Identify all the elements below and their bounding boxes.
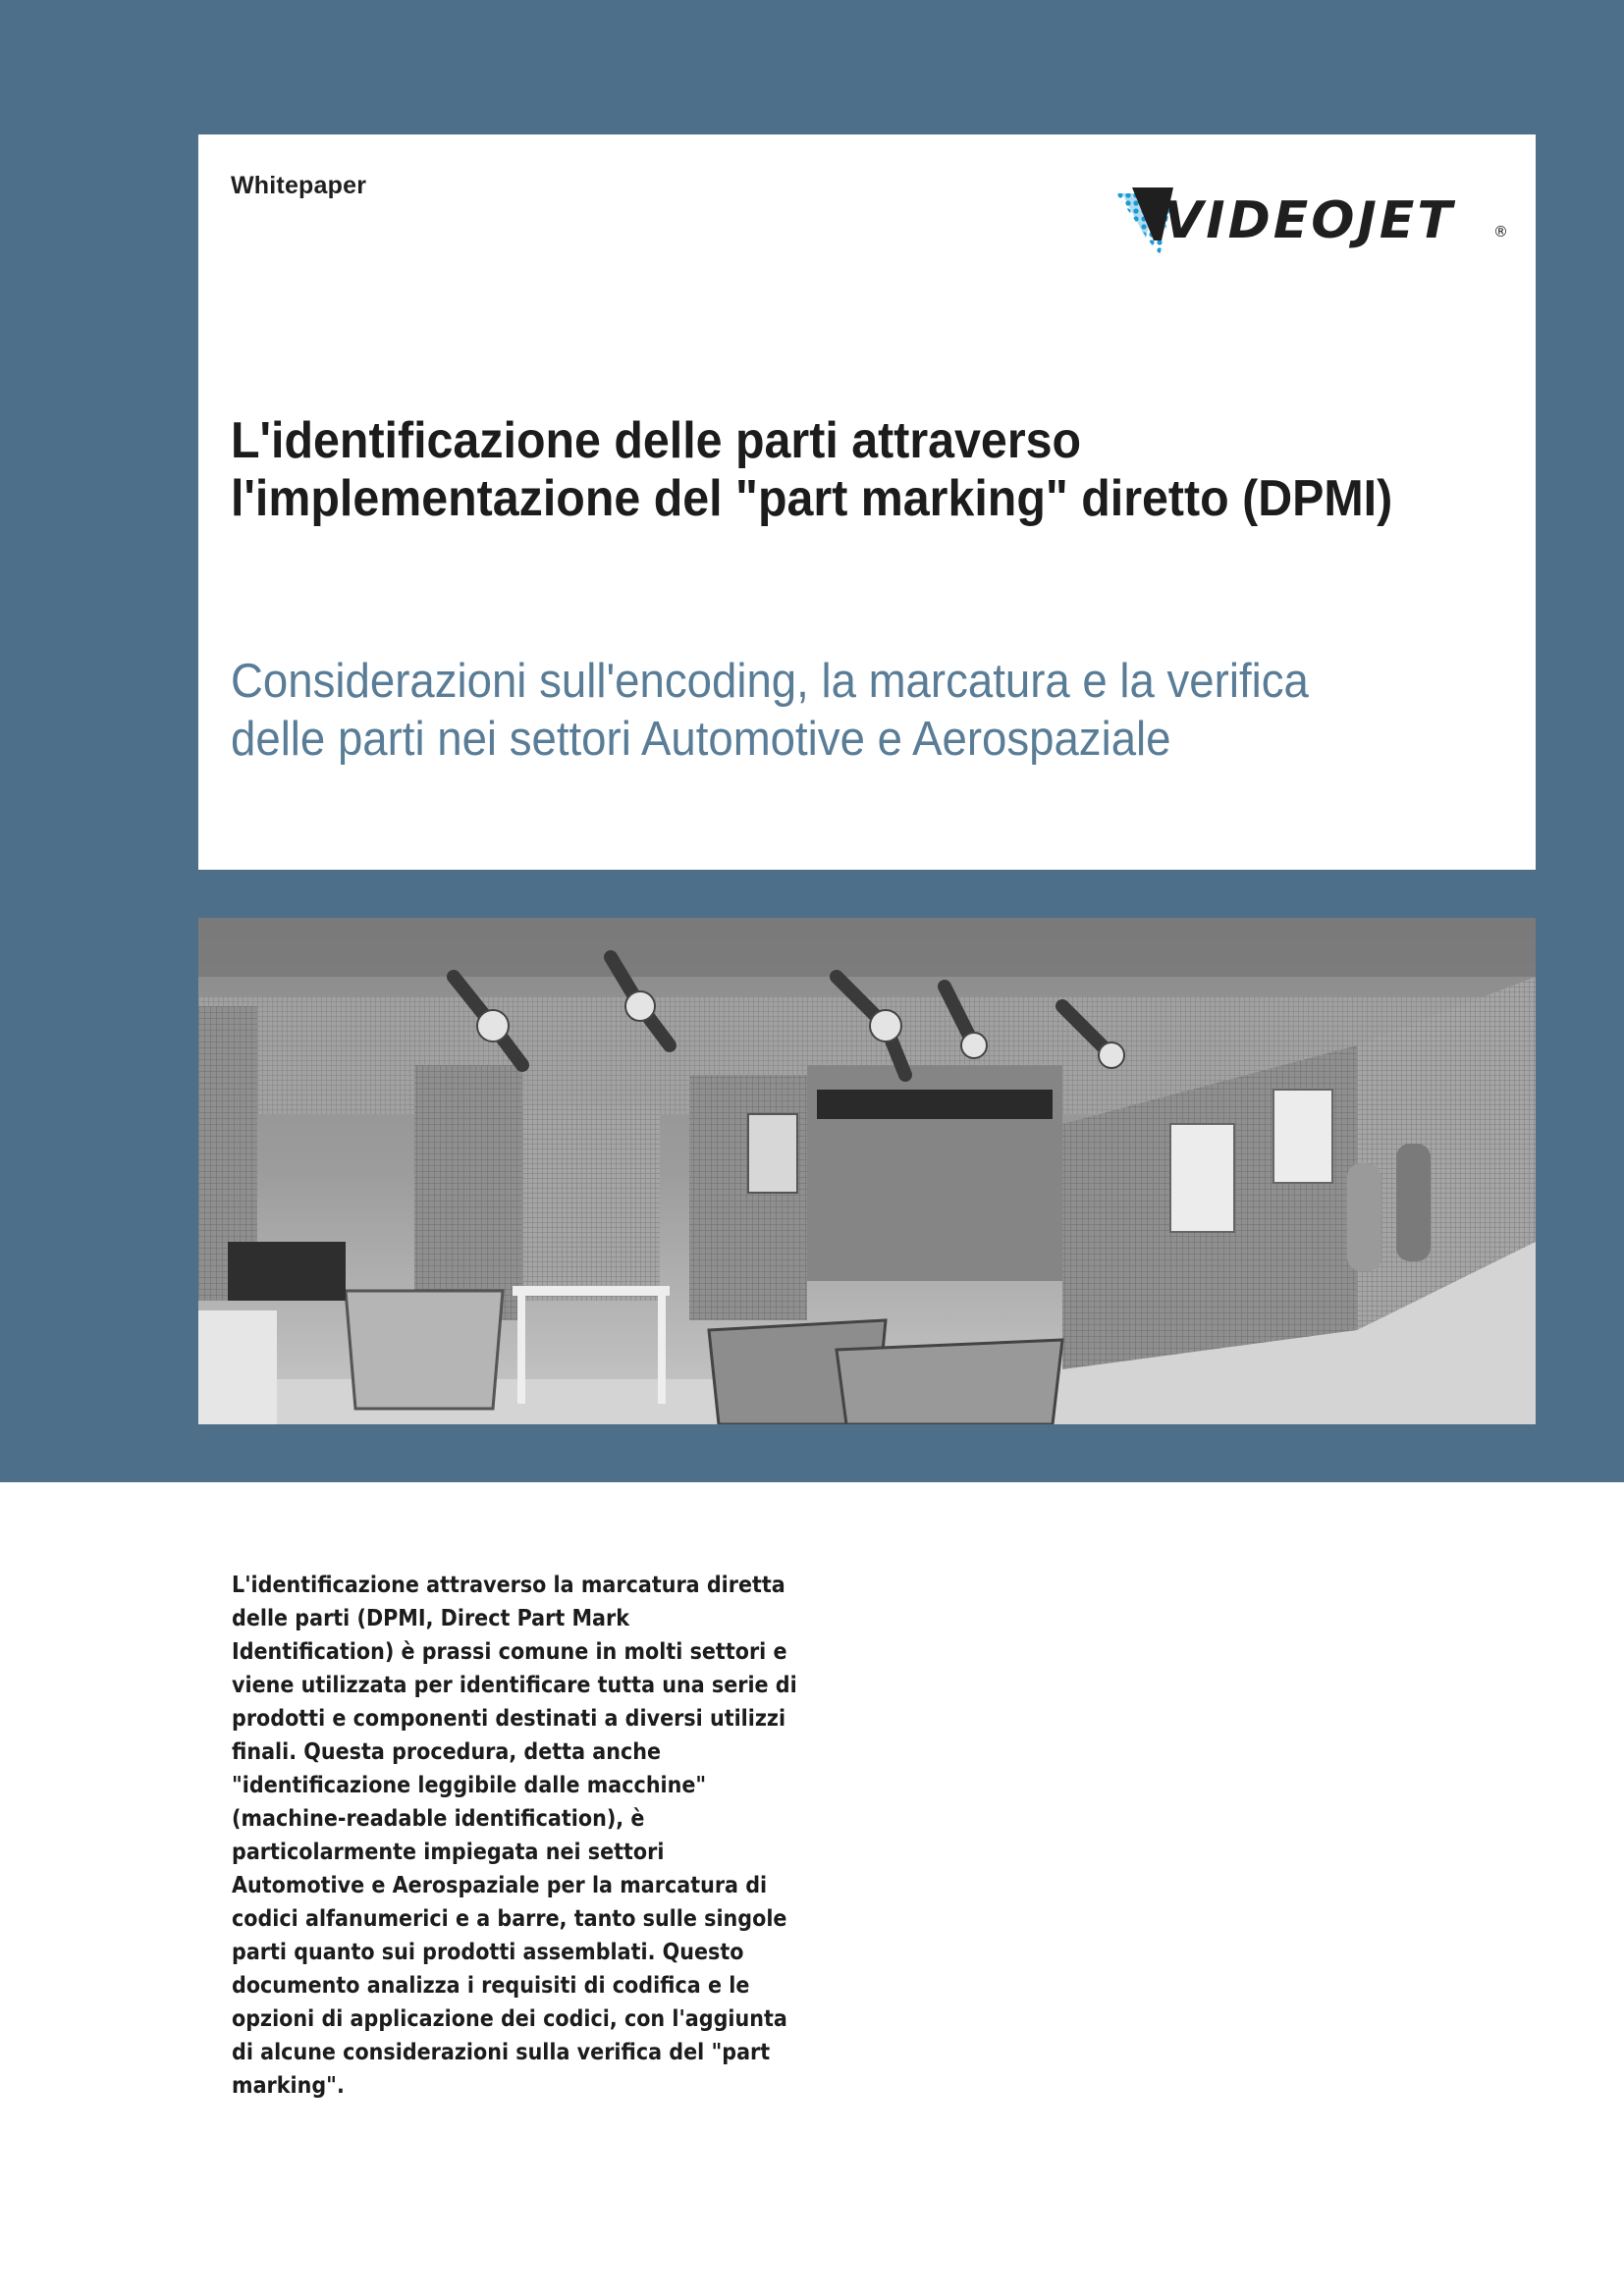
main-title: L'identificazione delle parti attraverso l'implementazione del "part marking" diretto (DPMI) <box>231 412 1393 527</box>
factory-robot-cells-photo <box>198 918 1536 1424</box>
title-card <box>198 134 1536 870</box>
document-type-label: Whitepaper <box>231 172 367 199</box>
registered-mark: ® <box>1493 223 1508 240</box>
logo-wordmark: VIDEOJET <box>1164 191 1455 250</box>
subtitle: Considerazioni sull'encoding, la marcatura e la verifica delle parti nei settori Automotive e Aerospaziale <box>231 655 1309 766</box>
intro-paragraph: L'identificazione attraverso la marcatura diretta delle parti (DPMI, Direct Part Mark Identification) è prassi comune in molti settori e viene utilizzata per identificare tutta una serie di prodotti e componenti destinati a diversi utilizzi finali. Questa procedura, detta anche "identificazione leggibile dalle macchine" (machine-readable identification), è particolarmente impiegata nei settori Automotive e Aerospaziale per la marcatura di codici alfanumerici e a barre, tanto sulle singole parti quanto sui prodotti assemblati. Questo documento analizza i requisiti di codifica e le opzioni di applicazione dei codici, con l'aggiunta di alcune considerazioni sulla verifica del "part marking". <box>232 1573 797 2099</box>
videojet-logo <box>1116 176 1509 256</box>
